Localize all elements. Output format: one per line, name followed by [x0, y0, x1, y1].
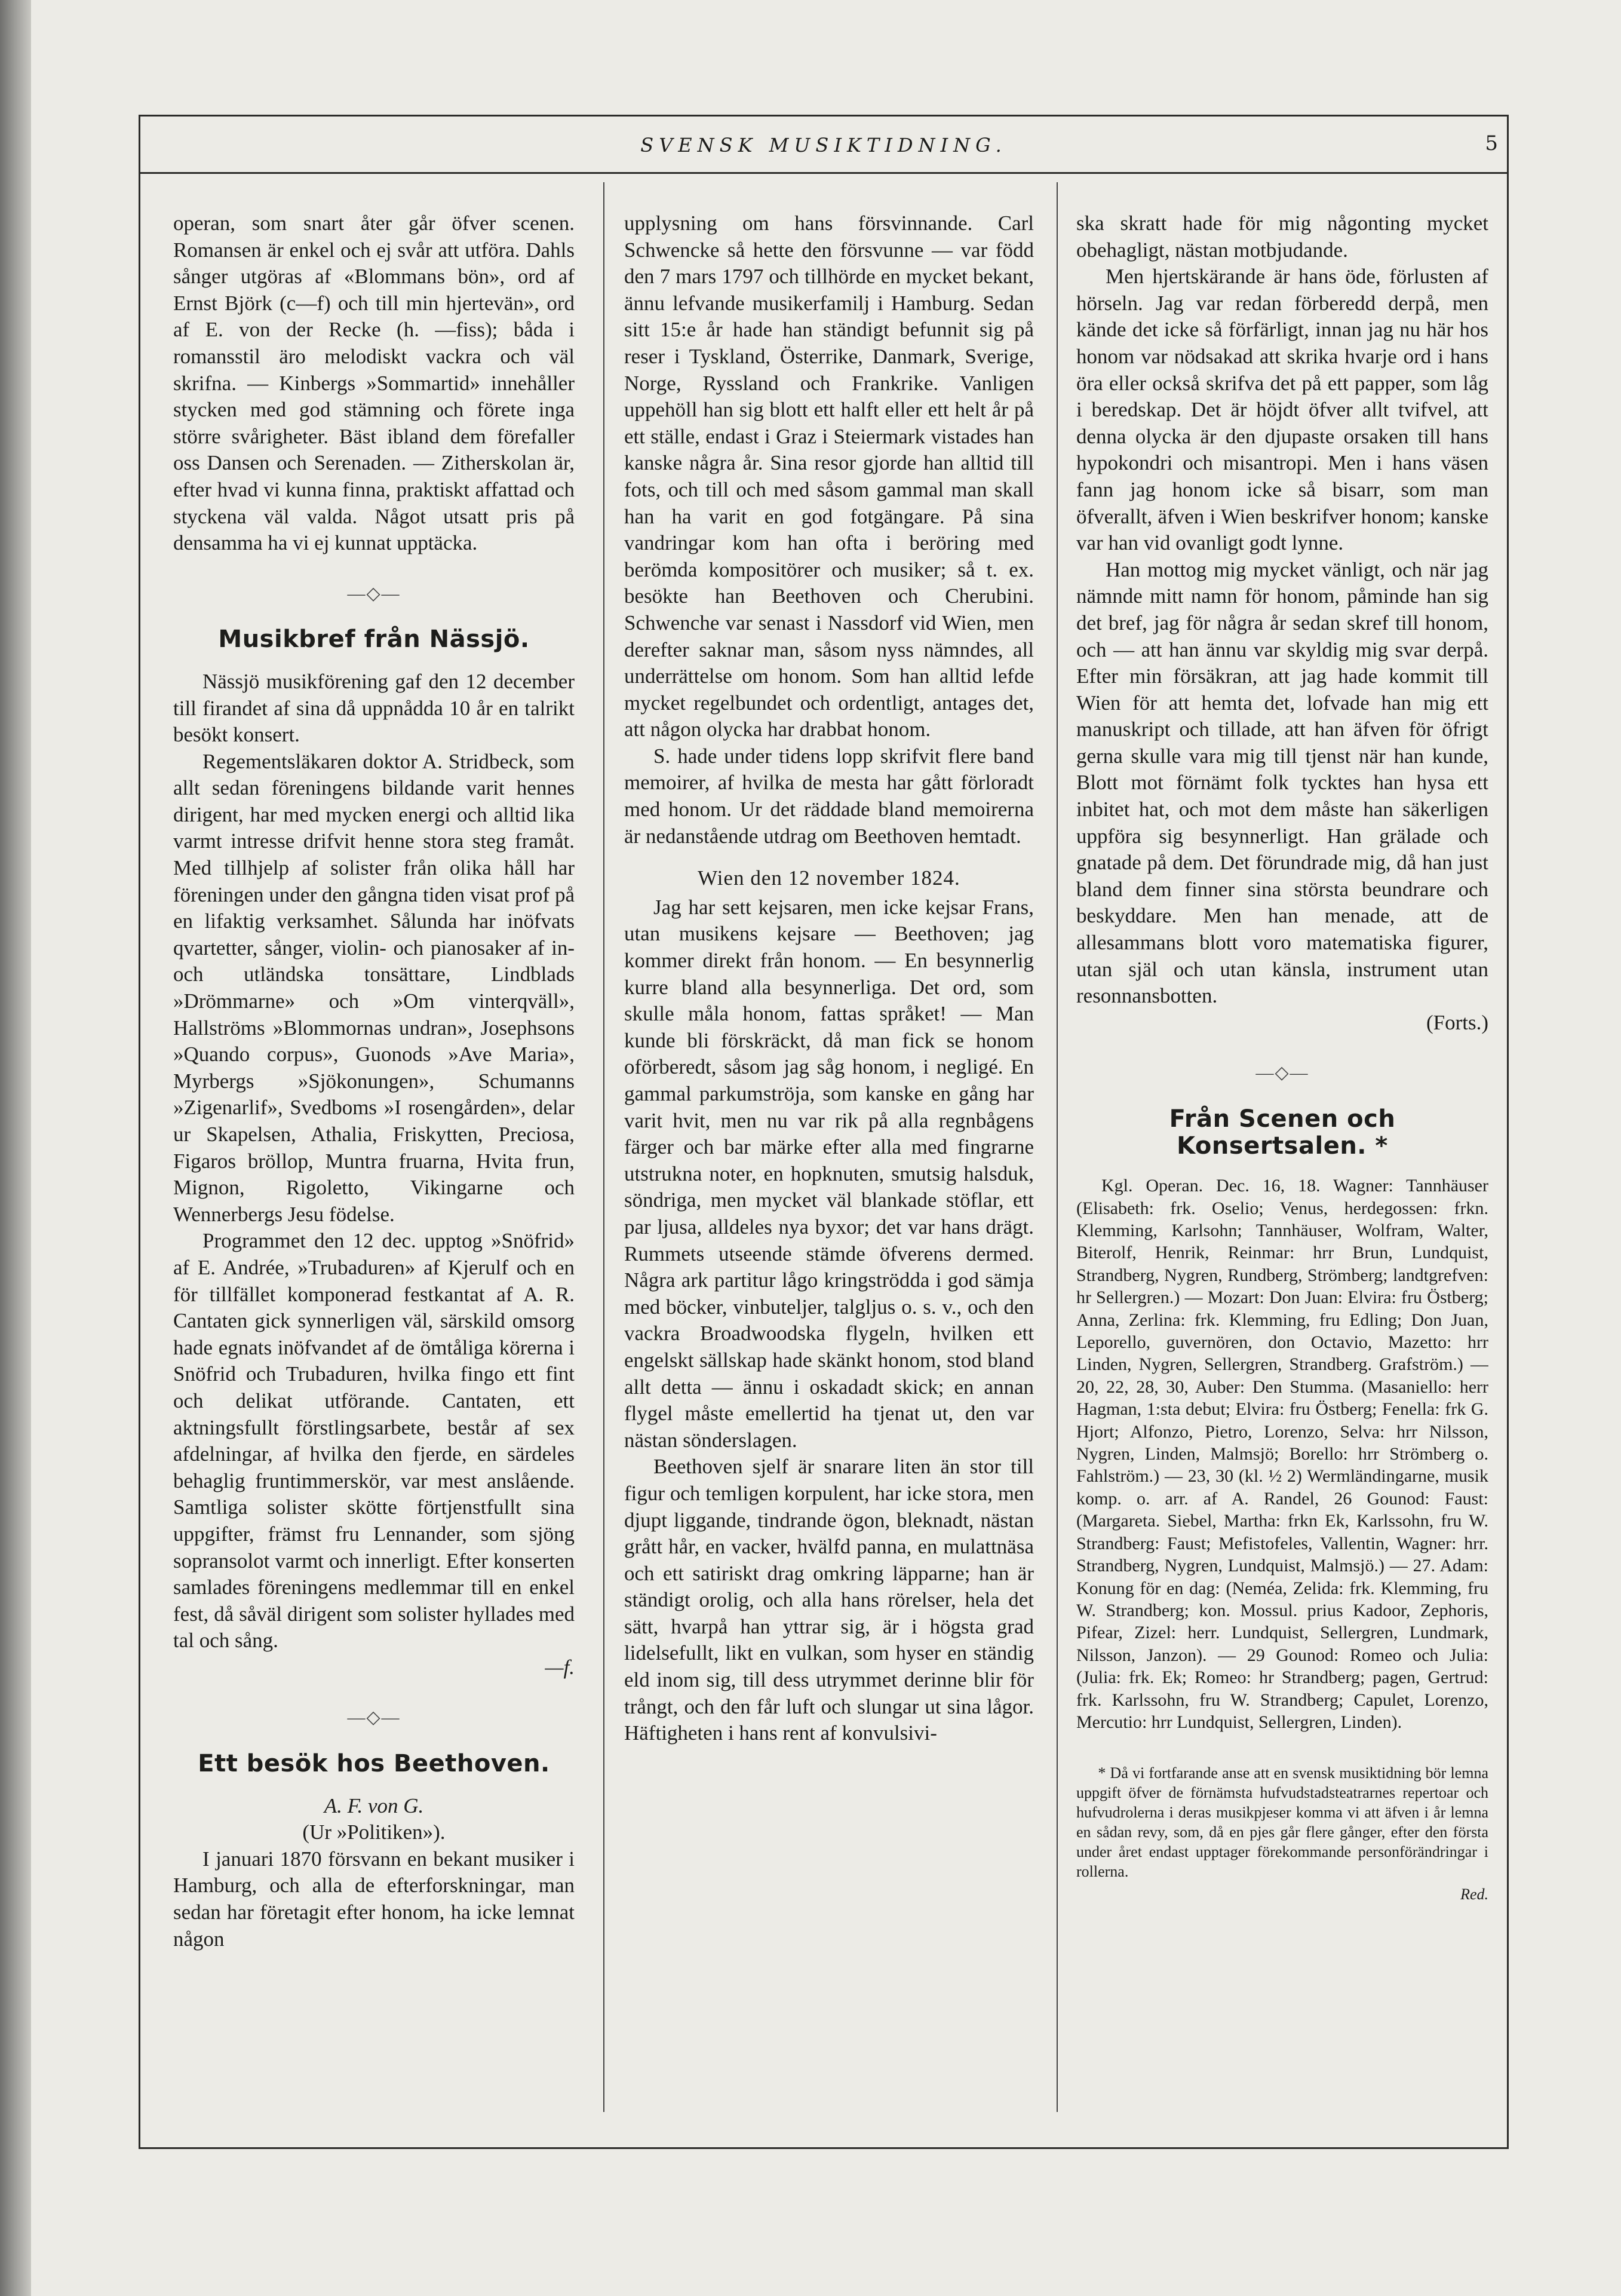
- column-divider-1: [603, 182, 604, 2112]
- section-ornament: —◇—: [347, 1708, 401, 1728]
- section-ornament: —◇—: [347, 583, 401, 603]
- paragraph: Nässjö musikförening gaf den 12 december till firandet af sina då uppnådda 10 år en talrikt besökt konsert.: [173, 669, 575, 747]
- footnote: * Då vi fortfarande anse att en svensk musiktidning bör lemna uppgift öfver de förnämsta hufvudstadsteatrarnes repertoar och hufvudrolerna i deras musikpjeser komma vi att äfven i år lemna en sådan revy, som, då en pjes går flere gånger, efter den första under året endast upptager förekommande personförändringar i rollerna.: [1076, 1764, 1488, 1881]
- paragraph: Programmet den 12 dec. upptog »Snöfrid» af E. Andrée, »Trubaduren» af Kjerulf och en för tillfället komponerad festkantat af A. R. Cantaten gick synnerligen väl, särskild omsorg hade egnats inöfvandet af de ömtåliga körerna i Snöfrid och Trubaduren, hvilka fingo ett fint och delikat utförande. Cantaten, ett aktningsfullt förstlingsarbete, består af sex afdelningar, af hvilka den fjerde, en särdeles behaglig fruntimmerskör, var mest anslående. Samtliga solister skötte förtjenstfullt sina uppgifter, främst fru Lennander, som sjöng sopransolot varmt och innerligt. Efter konserten samlades föreningens medlemmar till en enkel fest, då såväl dirigent som solister hyllades med tal och sång.: [173, 1229, 575, 1653]
- paragraph: Jag har sett kejsaren, men icke kejsar Frans, utan musikens kejsare — Beethoven; jag kommer direkt från honom. — En besynnerlig kurre bland alla besynnerliga. Det ord, som skulle måla honom, fattas språket! — Man kunde bli förskräckt, då man fick se honom oförberedt, såsom jag såg honom, i negligé. En gammal parkumströja, som kanske en gång har varit hvit, men nu var rik på alla regnbågens färger och bar märke efter alla med fingrarne utstrukna noter, en hopknuten, smutsig halsduk, söndriga, men mycket väl blankade stöflar, ett par ljusa, alldeles nya byxor; det var hans drägt. Rummets utseende stämde öfverens dermed. Några ark partitur lågo kringströdda i god sämja med böcker, vinbuteljer, talgljus o. s. v., och den vackra Broadwoodska flygeln, hvilken ett engelskt sällskap hade skänkt honom, stod bland allt detta — ännu i oskadadt skick; en annan flygel måste emellertid ha tjenat ut, den var nästan sönderslagen.: [624, 895, 1034, 1452]
- page-header: [139, 131, 1509, 168]
- byline: A. F. von G.: [324, 1794, 424, 1817]
- binding-shadow: [0, 0, 31, 2296]
- letter-dateline: Wien den 12 november 1824.: [698, 866, 960, 890]
- heading-beethoven: Ett besök hos Beethoven.: [198, 1750, 550, 1778]
- column-3: [1076, 210, 1488, 2128]
- review-continuation: operan, som snart åter går öfver scenen. Romansen är enkel och ej svår att utföra. Dahls sånger utgöras af «Blommans bön», ord af Ernst Björk (c—f) och till min hjertevän», ord af E. von der Recke (h. —fiss); båda i romansstil äro melodiskt vackra och väl skrifna. — Kinbergs »Sommartid» innehåller stycken med god stämning och förete inga större svårigheter. Bäst ibland dem förefaller oss Dansen och Serenaden. — Zitherskolan är, efter hvad vi kunna finna, praktiskt affattad och styckena väl valda. Något utsatt pris på densamma ha vi ej kunnat upptäcka.: [173, 211, 575, 555]
- header-rule: [139, 172, 1509, 174]
- source-note: (Ur »Politiken»).: [302, 1820, 446, 1844]
- paragraph: Regementsläkaren doktor A. Stridbeck, som allt sedan föreningens bildande varit hennes dirigent, har med mycken energi och alltid lika varmt intresse drifvit henne stora steg framåt. Med tillhjelp af solister från olika håll har föreningen under den gångna tiden visat prof på en lifaktig verksamhet. Sålunda har inöfvats qvartetter, sånger, violin- och pianosaker af in- och utländska tonsättare, Lindblads »Drömmarne» och »Om vinterqväll», Hallströms »Blommornas undran», Josephsons »Quando corpus», Guonods »Ave Maria», Myrbergs »Sjökonungen», Schumanns »Zigenarlif», Svedboms »I rosengården», delar ur Skapelsen, Athalia, Friskytten, Preciosa, Figaros bröllop, Muntra fruarna, Hvita frun, Mignon, Rigoletto, Vikingarne och Wennerbergs Jesu födelse.: [173, 749, 575, 1226]
- paragraph: Han mottog mig mycket vänligt, och när jag nämnde mitt namn för honom, påminde han sig det bref, jag för några år sedan skref till honom, och — att han ännu var skyldig mig svar derpå. Efter min försäkran, att jag hade kommit till Wien för att hemta det, lofvade han mig ett manuskript och tillade, att han äfven för öfrigt gerna skulle vara mig till tjenst när han kunde, Blott mot förnämt folk tycktes han hysa ett inbitet hat, och mot dem måste han säkerligen uppföra sig besynnerligt. Han grälade och gnatade på dem. Det förundrade mig, då han just bland dem finner sina största beundrare och beskyddare. Men han menade, att de allesammans blott voro matematiska figurer, utan själ och utan känsla, instrument utan resonnansbotten.: [1076, 557, 1488, 1008]
- signature: —f.: [545, 1655, 575, 1679]
- paragraph: upplysning om hans försvinnande. Carl Schwencke så hette den försvunne — var född den 7 mars 1797 och tillhörde en mycket bekant, ännu lefvande musikerfamilj i Hamburg. Sedan sitt 15:e år hade han ständigt befunnit sig på reser i Tyskland, Österrike, Danmark, Sverige, Norge, Ryssland och Frankrike. Vanligen uppehöll han sig blott ett halft eller ett helt år på ett ställe, endast i Graz i Steiermark vistades han kanske några år. Sina resor gjorde han alltid till fots, och till och med såsom gammal man skall han ha varit en god fotgängare. På sina vandringar kom han ofta i beröring med berömda kompositörer och musiker; så t. ex. besökte han Beethoven och Cherubini. Schwenche var senast i Nassdorf vid Wien, men derefter saknar man, såsom nyss nämndes, all underrättelse om honom. Som han alltid lefde mycket regelbundet och ordentligt, antages det, att någon olycka har drabbat honom.: [624, 211, 1034, 741]
- paragraph: ska skratt hade för mig någonting mycket obehagligt, nästan motbjudande.: [1076, 211, 1488, 262]
- section-ornament: —◇—: [1255, 1063, 1309, 1083]
- page-number: 5: [1485, 131, 1498, 155]
- repertoire-list: Kgl. Operan. Dec. 16, 18. Wagner: Tannhäuser (Elisabeth: frk. Oselio; Venus, herdegossen: frkn. Klemming, Karlsohn; Tannhäuser, Wolfram, Walter, Biterolf, Henrik, Reinmar: hrr Brun, Lundquist, Strandberg, Nygren, Rundberg, Strömberg; landtgrefven: hr Sellergren.) — Mozart: Don Juan: Elvira: fru Östberg; Anna, Zerlina: frk. Klemming, fru Edling; Don Juan, Leporello, guvernören, don Octavio, Mazetto: hrr Linden, Nygren, Sellergren, Strandberg. Grafström.) — 20, 22, 28, 30, Auber: Den Stumma. (Masaniello: herr Hagman, 1:sta debut; Elvira: fru Östberg; Fenella: frk G. Hjort; Alfonzo, Pietro, Lorenzo, Selva: hrr Nilsson, Nygren, Linden, Malmsjö; Borello: hrr Strömberg o. Fahlström.) — 23, 30 (kl. ½ 2) Wermländingarne, musik komp. o. arr. af A. Randel, 26 Gounod: Faust: (Margareta. Siebel, Martha: frkn Ek, Karlssohn, fru W. Strandberg: Faust; Mefistofeles, Vallentin, Wagner: hrr. Strandberg, Nygren, Lundquist, Malmsjö.) — 27. Adam: Konung för en dag: (Neméa, Zelida: frk. Klemming, fru W. Strandberg; kon. Mossul. prius Kadoor, Zephoris, Pifear, Zizel: herr. Lundquist, Sellergren, Lundmark, Nilsson, Janzon). — 29 Gounod: Romeo och Julia: (Julia: frk. Ek; Romeo: hr Strandberg; pagen, Gertrud: frk. Karlssohn, fru W. Strandberg; Capulet, Lorenzo, Mercutio: hrr Lundquist, Sellergren, Linden).: [1076, 1176, 1488, 1732]
- column-1: [173, 210, 575, 2128]
- paragraph: S. hade under tidens lopp skrifvit flere band memoirer, af hvilka de mesta har gått förloradt med honom. Ur det räddade bland memoirerna är nedanstående utdrag om Beethoven hemtadt.: [624, 744, 1034, 848]
- heading-scenen: Från Scenen och Konsertsalen. *: [1169, 1105, 1396, 1160]
- paragraph: I januari 1870 försvann en bekant musiker i Hamburg, och alla de efterforskningar, man sedan har företagit efter honom, ha icke lemnat någon: [173, 1847, 575, 1951]
- running-title: SVENSK MUSIKTIDNING.: [640, 134, 1007, 157]
- paragraph: Men hjertskärande är hans öde, förlusten af hörseln. Jag var redan förberedd derpå, men kände det icke så förfärligt, innan jag nu här hos honom var nödsakad att skrika hvarje ord i hans öra eller också skrifva det på ett papper, som låg i beredskap. Det är höjdt öfver allt tvifvel, att denna olycka är den djupaste orsaken till hans hypokondri och misantropi. Men i hans väsen fann jag honom icke så bisarr, som man öfverallt, äfven i Wien beskrifver honom; kanske var han vid ovanligt godt lynne.: [1076, 265, 1488, 555]
- column-divider-2: [1057, 182, 1058, 2112]
- footnote-signature: Red.: [1460, 1886, 1488, 1903]
- paragraph: Beethoven sjelf är snarare liten än stor till figur och temligen korpulent, har icke stora, men djupt liggande, tindrande ögon, bleknadt, nästan grått hår, en vacker, hvälfd panna, en mulattnäsa och ett satiriskt drag omkring läpparne; han är ständigt orolig, och alla hans rörelser, hela det sätt, hvarpå han yttrar sig, är i högsta grad lidelsefullt, likt en vulkan, som hyser en ständig eld inom sig, till dess utrymmet derinne blir för trångt, och den får luft och slungar ut sina lågor. Häftigheten i hans rent af konvulsivi-: [624, 1455, 1034, 1745]
- continued-note: (Forts.): [1426, 1010, 1488, 1034]
- column-2: [624, 210, 1034, 2128]
- heading-musikbref: Musikbref från Nässjö.: [218, 626, 530, 654]
